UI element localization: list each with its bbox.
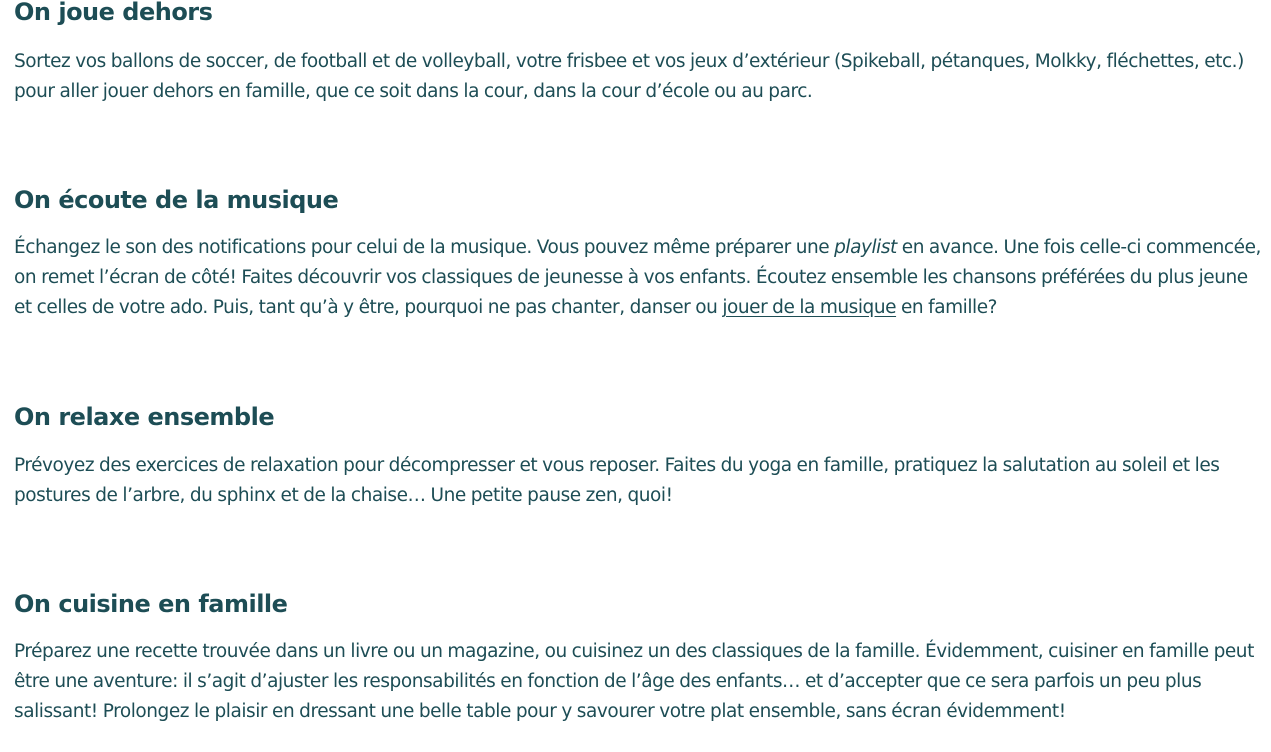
section-heading: On joue dehors <box>14 0 213 26</box>
paragraph-text: en famille? <box>896 297 998 318</box>
paragraph-text: Échangez le son des notifications pour celui de la musique. Vous pouvez même préparer une <box>14 237 835 258</box>
section-heading: On écoute de la musique <box>14 186 339 214</box>
section-paragraph: Sortez vos ballons de soccer, de football et de volleyball, votre frisbee et vos jeux d’extérieur (Spikeball, pétanques, Molkky, fléchettes, etc.) pour aller jouer dehors en famille, que ce soit dans la cour, dans la cour d’école ou au parc. <box>14 51 1244 102</box>
play-music-link[interactable]: jouer de la musique <box>722 297 897 318</box>
paragraph-text: en avance. Une fois celle-ci commencée, on remet l’écran de côté! Faites découvrir vos classiques de jeunesse à vos enfants. Écoutez ensemble les chansons préférées du plus jeune et celles de votre ado. Puis, tant qu’à y être, pourquoi ne pas chanter, danser ou <box>14 237 1261 318</box>
section-music <box>14 185 1264 323</box>
section-relax <box>14 402 1264 511</box>
section-heading: On relaxe ensemble <box>14 403 275 431</box>
section-paragraph: Préparez une recette trouvée dans un livre ou un magazine, ou cuisinez un des classiques de la famille. Évidemment, cuisiner en famille peut être une aventure: il s’agit d’ajuster les responsabilités en fonction de l’âge des enfants… et d’accepter que ce sera parfois un peu plus salissant! Prolongez le plaisir en dressant une belle table pour y savourer votre plat ensemble, sans écran évidemment! <box>14 641 1254 722</box>
section-paragraph: Prévoyez des exercices de relaxation pour décompresser et vous reposer. Faites du yoga en famille, pratiquez la salutation au soleil et les postures de l’arbre, du sphinx et de la chaise… Une petite pause zen, quoi! <box>14 455 1220 506</box>
section-paragraph <box>14 233 1264 323</box>
section-play-outside <box>14 0 1264 107</box>
paragraph-emphasis: playlist <box>834 237 897 258</box>
section-cooking <box>14 589 1264 727</box>
section-heading: On cuisine en famille <box>14 590 288 618</box>
